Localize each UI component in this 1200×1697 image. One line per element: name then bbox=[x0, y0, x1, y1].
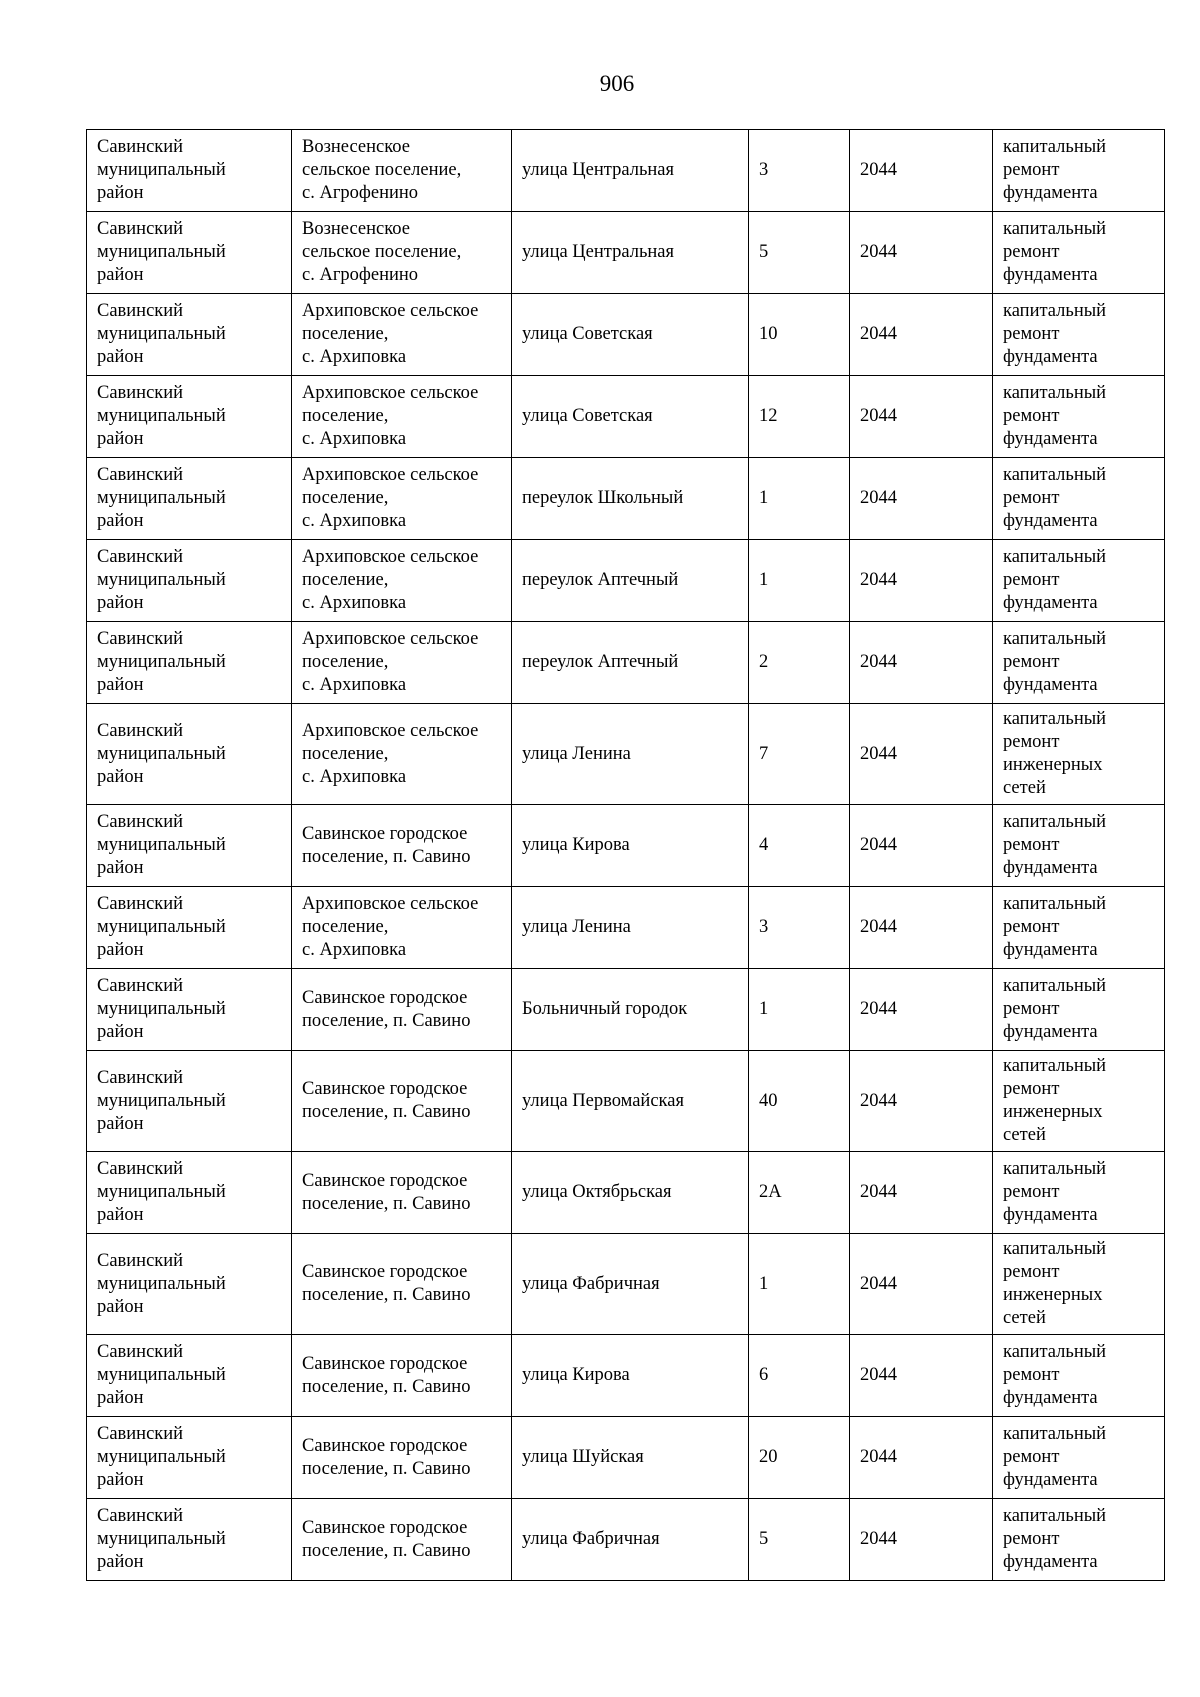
settlement-cell: Савинское городское поселение, п. Савино bbox=[292, 1499, 512, 1581]
table-row bbox=[87, 805, 1165, 887]
district-cell: Савинский муниципальный район bbox=[87, 294, 292, 376]
work-type-cell: капитальный ремонт фундамента bbox=[993, 130, 1165, 212]
house-number-cell: 3 bbox=[749, 887, 850, 969]
table-row bbox=[87, 130, 1165, 212]
settlement-cell: Архиповское сельское поселение, с. Архиповка bbox=[292, 376, 512, 458]
house-number-cell: 5 bbox=[749, 212, 850, 294]
district-cell: Савинский муниципальный район bbox=[87, 1335, 292, 1417]
table-row bbox=[87, 294, 1165, 376]
table-body bbox=[87, 130, 1165, 1581]
year-cell: 2044 bbox=[850, 540, 993, 622]
work-type-cell: капитальный ремонт фундамента bbox=[993, 1499, 1165, 1581]
settlement-cell: Савинское городское поселение, п. Савино bbox=[292, 1417, 512, 1499]
table-row bbox=[87, 1417, 1165, 1499]
table-row bbox=[87, 704, 1165, 805]
work-type-cell: капитальный ремонт инженерных сетей bbox=[993, 1051, 1165, 1152]
table-row bbox=[87, 458, 1165, 540]
work-type-cell: капитальный ремонт фундамента bbox=[993, 622, 1165, 704]
settlement-cell: Савинское городское поселение, п. Савино bbox=[292, 1335, 512, 1417]
settlement-cell: Архиповское сельское поселение, с. Архиповка bbox=[292, 540, 512, 622]
house-number-cell: 40 bbox=[749, 1051, 850, 1152]
street-cell: улица Кирова bbox=[512, 805, 749, 887]
settlement-cell: Савинское городское поселение, п. Савино bbox=[292, 805, 512, 887]
house-number-cell: 1 bbox=[749, 1234, 850, 1335]
settlement-cell: Савинское городское поселение, п. Савино bbox=[292, 969, 512, 1051]
settlement-cell: Архиповское сельское поселение, с. Архиповка bbox=[292, 622, 512, 704]
district-cell: Савинский муниципальный район bbox=[87, 540, 292, 622]
year-cell: 2044 bbox=[850, 1234, 993, 1335]
house-number-cell: 1 bbox=[749, 458, 850, 540]
street-cell: Больничный городок bbox=[512, 969, 749, 1051]
district-cell: Савинский муниципальный район bbox=[87, 212, 292, 294]
street-cell: улица Центральная bbox=[512, 212, 749, 294]
house-number-cell: 2 bbox=[749, 622, 850, 704]
street-cell: улица Фабричная bbox=[512, 1234, 749, 1335]
year-cell: 2044 bbox=[850, 1417, 993, 1499]
year-cell: 2044 bbox=[850, 1499, 993, 1581]
house-number-cell: 3 bbox=[749, 130, 850, 212]
street-cell: улица Кирова bbox=[512, 1335, 749, 1417]
year-cell: 2044 bbox=[850, 376, 993, 458]
table-row bbox=[87, 1152, 1165, 1234]
house-number-cell: 1 bbox=[749, 969, 850, 1051]
table-row bbox=[87, 1051, 1165, 1152]
year-cell: 2044 bbox=[850, 887, 993, 969]
house-number-cell: 2А bbox=[749, 1152, 850, 1234]
year-cell: 2044 bbox=[850, 1152, 993, 1234]
work-type-cell: капитальный ремонт инженерных сетей bbox=[993, 704, 1165, 805]
work-type-cell: капитальный ремонт фундамента bbox=[993, 805, 1165, 887]
table-row bbox=[87, 1499, 1165, 1581]
district-cell: Савинский муниципальный район bbox=[87, 704, 292, 805]
year-cell: 2044 bbox=[850, 704, 993, 805]
street-cell: улица Советская bbox=[512, 294, 749, 376]
house-number-cell: 10 bbox=[749, 294, 850, 376]
house-number-cell: 1 bbox=[749, 540, 850, 622]
house-number-cell: 7 bbox=[749, 704, 850, 805]
street-cell: улица Шуйская bbox=[512, 1417, 749, 1499]
district-cell: Савинский муниципальный район bbox=[87, 376, 292, 458]
district-cell: Савинский муниципальный район bbox=[87, 1499, 292, 1581]
street-cell: улица Фабричная bbox=[512, 1499, 749, 1581]
page-number: 906 bbox=[599, 71, 635, 96]
table-row bbox=[87, 1234, 1165, 1335]
street-cell: улица Октябрьская bbox=[512, 1152, 749, 1234]
year-cell: 2044 bbox=[850, 805, 993, 887]
house-number-cell: 6 bbox=[749, 1335, 850, 1417]
settlement-cell: Савинское городское поселение, п. Савино bbox=[292, 1051, 512, 1152]
table-row bbox=[87, 540, 1165, 622]
settlement-cell: Архиповское сельское поселение, с. Архиповка bbox=[292, 887, 512, 969]
year-cell: 2044 bbox=[850, 212, 993, 294]
work-type-cell: капитальный ремонт фундамента bbox=[993, 458, 1165, 540]
table-row bbox=[87, 969, 1165, 1051]
work-type-cell: капитальный ремонт фундамента bbox=[993, 540, 1165, 622]
district-cell: Савинский муниципальный район bbox=[87, 969, 292, 1051]
settlement-cell: Вознесенское сельское поселение, с. Агрофенино bbox=[292, 212, 512, 294]
street-cell: улица Советская bbox=[512, 376, 749, 458]
year-cell: 2044 bbox=[850, 294, 993, 376]
district-cell: Савинский муниципальный район bbox=[87, 1152, 292, 1234]
settlement-cell: Савинское городское поселение, п. Савино bbox=[292, 1152, 512, 1234]
work-type-cell: капитальный ремонт фундамента bbox=[993, 1335, 1165, 1417]
work-type-cell: капитальный ремонт фундамента bbox=[993, 212, 1165, 294]
district-cell: Савинский муниципальный район bbox=[87, 1417, 292, 1499]
work-type-cell: капитальный ремонт фундамента bbox=[993, 1152, 1165, 1234]
year-cell: 2044 bbox=[850, 130, 993, 212]
district-cell: Савинский муниципальный район bbox=[87, 1234, 292, 1335]
table-row bbox=[87, 212, 1165, 294]
work-type-cell: капитальный ремонт инженерных сетей bbox=[993, 1234, 1165, 1335]
district-cell: Савинский муниципальный район bbox=[87, 130, 292, 212]
settlement-cell: Архиповское сельское поселение, с. Архиповка bbox=[292, 704, 512, 805]
table-row bbox=[87, 376, 1165, 458]
year-cell: 2044 bbox=[850, 1051, 993, 1152]
house-number-cell: 5 bbox=[749, 1499, 850, 1581]
settlement-cell: Архиповское сельское поселение, с. Архиповка bbox=[292, 294, 512, 376]
work-type-cell: капитальный ремонт фундамента bbox=[993, 294, 1165, 376]
house-number-cell: 4 bbox=[749, 805, 850, 887]
district-cell: Савинский муниципальный район bbox=[87, 622, 292, 704]
repair-schedule-table bbox=[86, 129, 1165, 1581]
district-cell: Савинский муниципальный район bbox=[87, 1051, 292, 1152]
street-cell: улица Ленина bbox=[512, 887, 749, 969]
house-number-cell: 12 bbox=[749, 376, 850, 458]
work-type-cell: капитальный ремонт фундамента bbox=[993, 969, 1165, 1051]
table-row bbox=[87, 1335, 1165, 1417]
street-cell: переулок Аптечный bbox=[512, 622, 749, 704]
settlement-cell: Вознесенское сельское поселение, с. Агрофенино bbox=[292, 130, 512, 212]
year-cell: 2044 bbox=[850, 1335, 993, 1417]
street-cell: переулок Школьный bbox=[512, 458, 749, 540]
district-cell: Савинский муниципальный район bbox=[87, 458, 292, 540]
year-cell: 2044 bbox=[850, 458, 993, 540]
year-cell: 2044 bbox=[850, 622, 993, 704]
street-cell: переулок Аптечный bbox=[512, 540, 749, 622]
work-type-cell: капитальный ремонт фундамента bbox=[993, 1417, 1165, 1499]
house-number-cell: 20 bbox=[749, 1417, 850, 1499]
settlement-cell: Савинское городское поселение, п. Савино bbox=[292, 1234, 512, 1335]
settlement-cell: Архиповское сельское поселение, с. Архиповка bbox=[292, 458, 512, 540]
district-cell: Савинский муниципальный район bbox=[87, 805, 292, 887]
work-type-cell: капитальный ремонт фундамента bbox=[993, 887, 1165, 969]
year-cell: 2044 bbox=[850, 969, 993, 1051]
table-row bbox=[87, 622, 1165, 704]
work-type-cell: капитальный ремонт фундамента bbox=[993, 376, 1165, 458]
street-cell: улица Ленина bbox=[512, 704, 749, 805]
street-cell: улица Первомайская bbox=[512, 1051, 749, 1152]
street-cell: улица Центральная bbox=[512, 130, 749, 212]
table-row bbox=[87, 887, 1165, 969]
district-cell: Савинский муниципальный район bbox=[87, 887, 292, 969]
